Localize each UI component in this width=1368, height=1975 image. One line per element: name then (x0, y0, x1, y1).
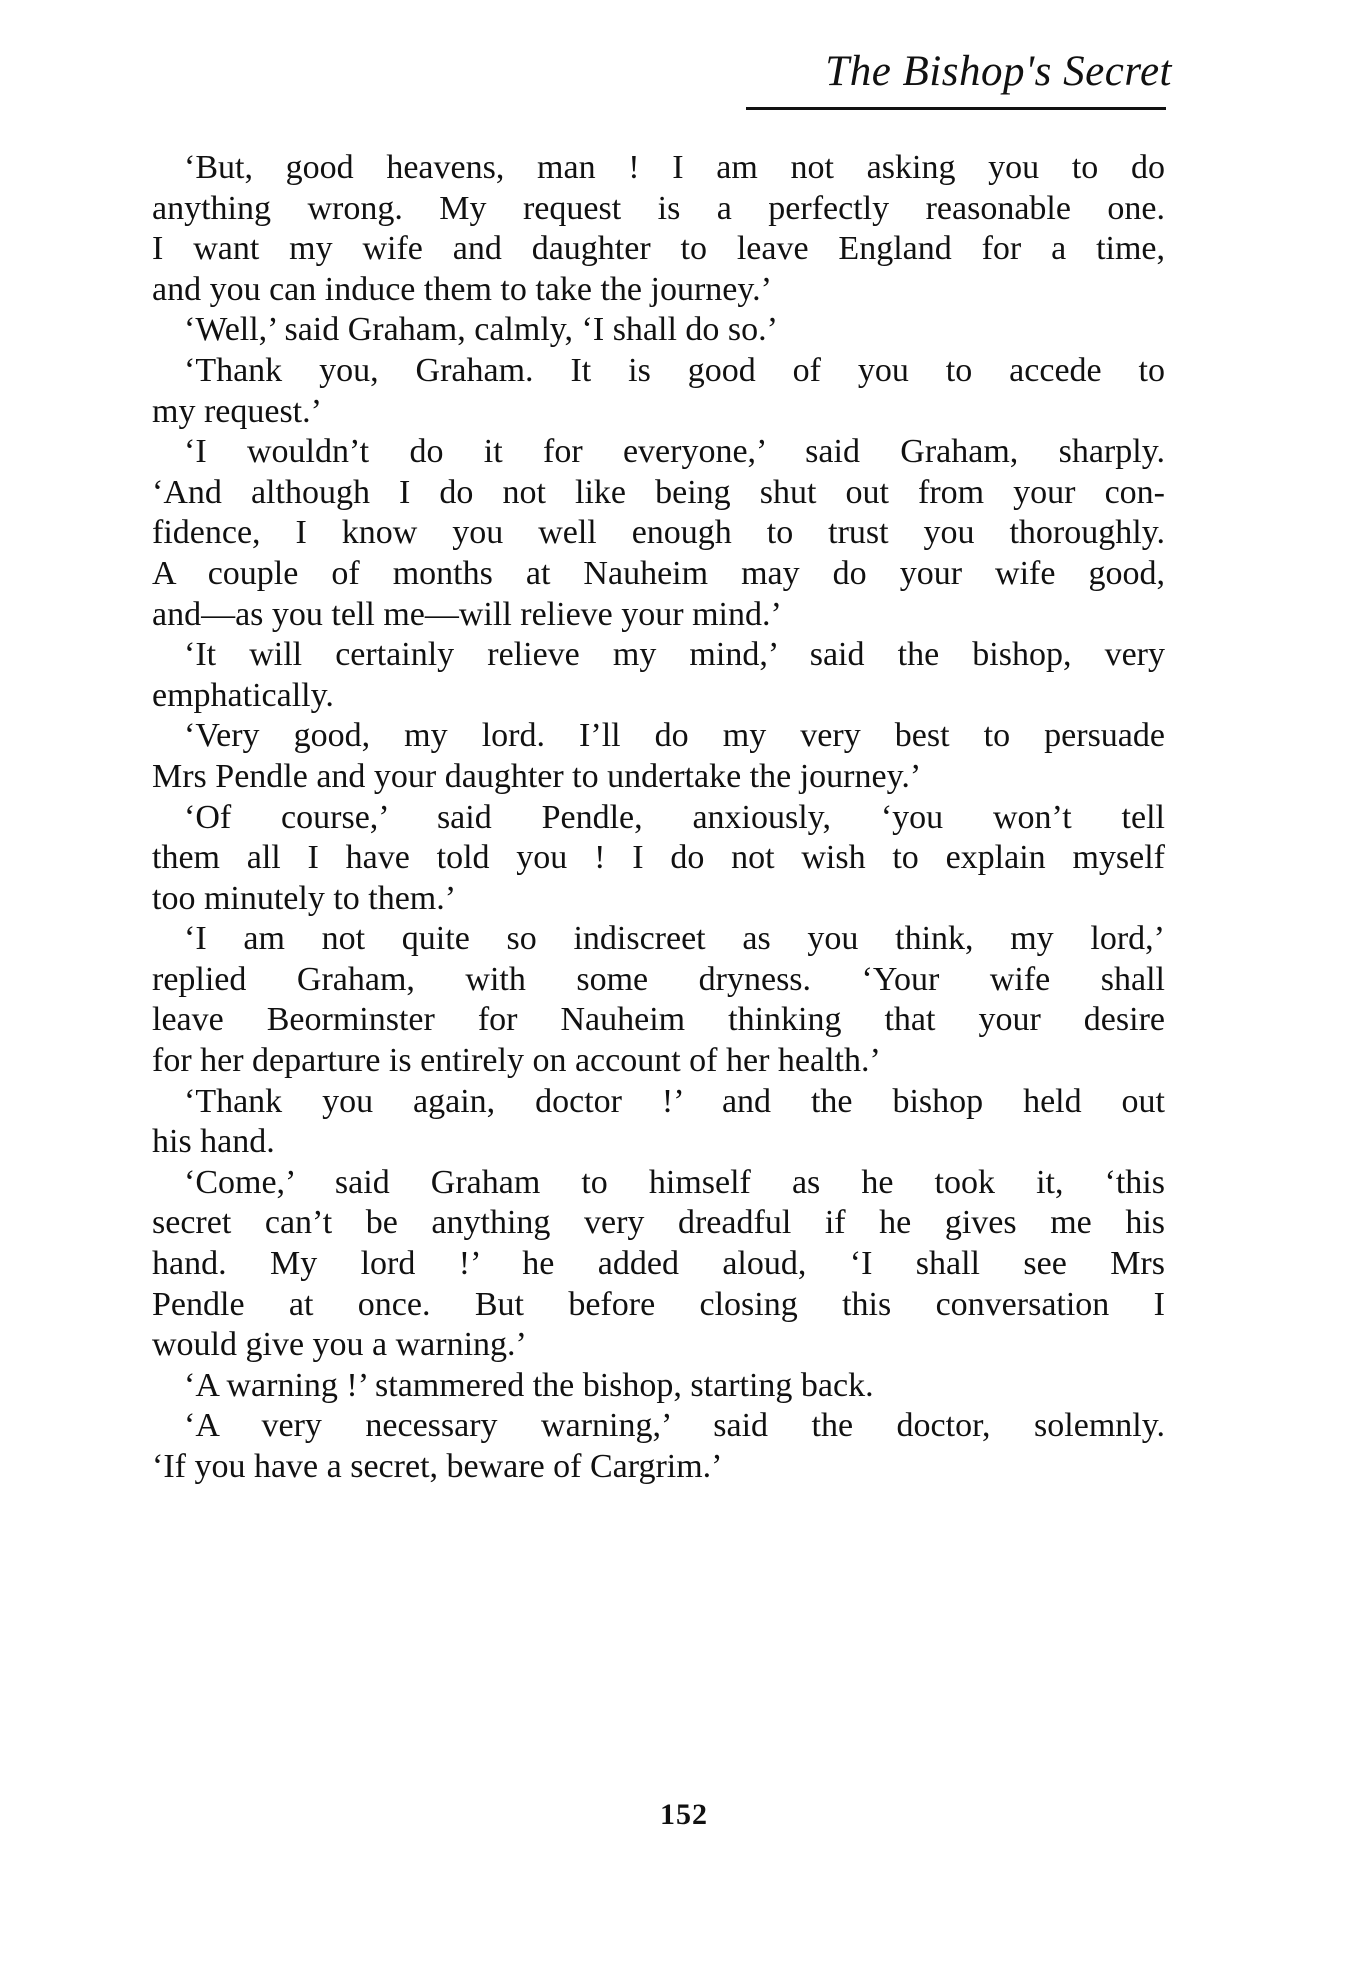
text-line: hand. My lord !’ he added aloud, ‘I shall see Mrs (152, 1245, 1165, 1283)
text-line: ‘And although I do not like being shut out from your con- (152, 473, 1165, 511)
text-line: his hand. (152, 1123, 275, 1161)
text-line: ‘If you have a secret, beware of Cargrim.’ (152, 1448, 723, 1485)
page-number: 152 (660, 1798, 708, 1831)
text-line: ‘Thank you again, doctor !’ and the bishop held out (184, 1082, 1165, 1120)
text-line: A couple of months at Nauheim may do your wife good, (152, 554, 1165, 592)
text-line: my request.’ (152, 392, 322, 430)
text-line: ‘Come,’ said Graham to himself as he took it, ‘this (184, 1163, 1165, 1201)
text-line: ‘Well,’ said Graham, calmly, ‘I shall do so.’ (184, 311, 778, 349)
text-line: too minutely to them.’ (152, 879, 457, 917)
text-line: emphatically. (152, 676, 334, 714)
text-line: ‘A very necessary warning,’ said the doctor, solemnly. (184, 1407, 1165, 1445)
header-rule (746, 107, 1166, 110)
running-title: The Bishop's Secret (825, 48, 1172, 95)
text-line: for her departure is entirely on account of her health.’ (152, 1042, 881, 1080)
text-line: ‘I wouldn’t do it for everyone,’ said Graham, sharply. (184, 433, 1165, 471)
body-text (152, 148, 1165, 1488)
text-line: Pendle at once. But before closing this conversation I (152, 1285, 1165, 1323)
text-line: ‘I am not quite so indiscreet as you think, my lord,’ (184, 920, 1165, 958)
text-line: fidence, I know you well enough to trust you thoroughly. (152, 514, 1165, 552)
text-line: Mrs Pendle and your daughter to undertake the journey.’ (152, 757, 922, 795)
text-line: ‘Thank you, Graham. It is good of you to accede to (184, 351, 1165, 389)
text-line: ‘It will certainly relieve my mind,’ said the bishop, very (184, 636, 1165, 674)
text-line: I want my wife and daughter to leave England for a time, (152, 230, 1165, 268)
text-line: anything wrong. My request is a perfectly reasonable one. (152, 189, 1165, 227)
text-line: ‘But, good heavens, man ! I am not asking you to do (184, 149, 1165, 186)
text-line: ‘Very good, my lord. I’ll do my very best to persuade (184, 717, 1165, 755)
text-line: leave Beorminster for Nauheim thinking that your desire (152, 1001, 1165, 1039)
text-line: ‘Of course,’ said Pendle, anxiously, ‘you won’t tell (184, 798, 1165, 836)
text-line: and you can induce them to take the journey.’ (152, 270, 772, 308)
text-line: secret can’t be anything very dreadful if he gives me his (152, 1204, 1165, 1242)
text-line: ‘A warning !’ stammered the bishop, starting back. (184, 1366, 874, 1404)
text-line: replied Graham, with some dryness. ‘Your wife shall (152, 960, 1165, 998)
text-line: them all I have told you ! I do not wish to explain myself (152, 839, 1165, 877)
text-line: and—as you tell me—will relieve your mind.’ (152, 595, 782, 633)
text-line: would give you a warning.’ (152, 1326, 527, 1364)
